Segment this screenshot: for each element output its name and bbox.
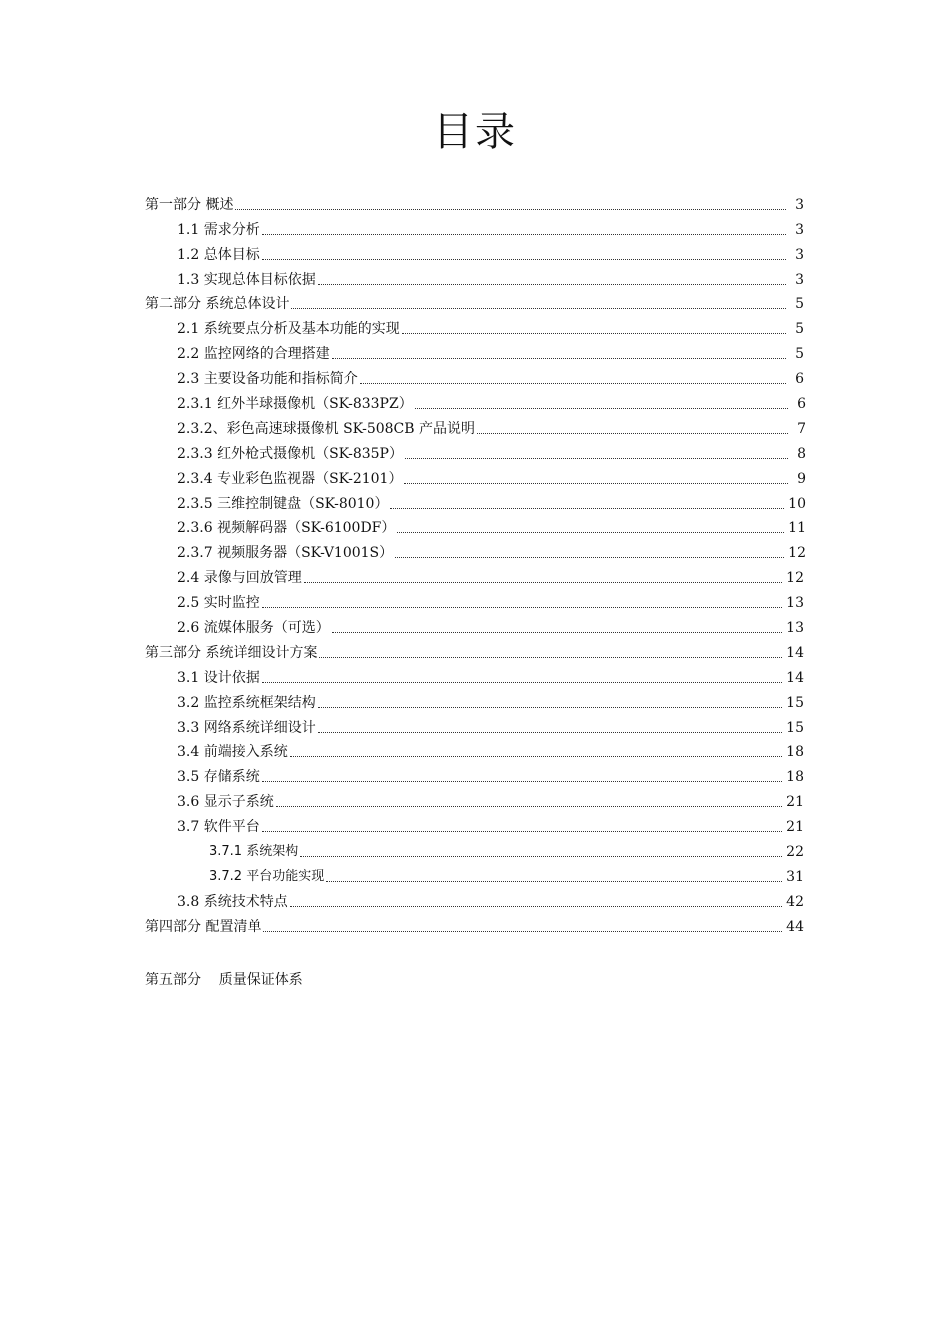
toc-entry-label: 1.3 实现总体目标依据 bbox=[177, 271, 316, 288]
dot-leader bbox=[360, 383, 786, 384]
dot-leader bbox=[332, 358, 786, 359]
toc-entry[interactable] bbox=[145, 563, 810, 588]
toc-entry-page: 15 bbox=[786, 694, 804, 711]
toc-entry-page: 18 bbox=[786, 744, 804, 761]
toc-entry-page: 13 bbox=[786, 595, 804, 612]
toc-entry[interactable] bbox=[145, 265, 810, 290]
toc-entry-label: 3.7.1 系统架构 bbox=[209, 844, 299, 860]
toc-entry[interactable] bbox=[145, 762, 810, 787]
toc-entry-label: 2.3.2、彩色高速球摄像机 SK-508CB 产品说明 bbox=[177, 420, 476, 437]
dot-leader bbox=[291, 308, 786, 309]
toc-entry-label: 1.2 总体目标 bbox=[177, 246, 260, 263]
toc-entry[interactable] bbox=[145, 812, 810, 837]
toc-entry-label: 2.4 录像与回放管理 bbox=[177, 570, 302, 587]
toc-entry-page: 11 bbox=[788, 520, 806, 537]
toc-entry[interactable] bbox=[145, 663, 810, 688]
toc-entry-label: 2.3 主要设备功能和指标简介 bbox=[177, 371, 358, 388]
toc-entry[interactable] bbox=[145, 364, 810, 389]
toc-entry-page: 14 bbox=[786, 644, 804, 661]
dot-leader bbox=[326, 881, 782, 882]
dot-leader bbox=[332, 632, 782, 633]
toc-entry[interactable] bbox=[145, 862, 810, 887]
toc-entry-page: 7 bbox=[797, 420, 806, 437]
toc-entry[interactable] bbox=[145, 613, 810, 638]
toc-entry-page: 15 bbox=[786, 719, 804, 736]
toc-entry[interactable] bbox=[145, 439, 810, 464]
toc-entry-label: 3.8 系统技术特点 bbox=[177, 893, 288, 910]
dot-leader bbox=[263, 931, 782, 932]
dot-leader bbox=[262, 607, 782, 608]
toc-entry-label: 3.4 前端接入系统 bbox=[177, 744, 288, 761]
toc-entry-page: 12 bbox=[788, 545, 806, 562]
dot-leader bbox=[415, 408, 788, 409]
dot-leader bbox=[235, 209, 786, 210]
dot-leader bbox=[318, 284, 786, 285]
toc-entry-label: 2.3.5 三维控制键盘（SK-8010） bbox=[177, 495, 389, 512]
toc-entry[interactable] bbox=[145, 738, 810, 763]
toc-entry-label: 3.6 显示子系统 bbox=[177, 794, 274, 811]
toc-entry[interactable] bbox=[145, 339, 810, 364]
dot-leader bbox=[397, 532, 784, 533]
toc-entry-label: 2.5 实时监控 bbox=[177, 595, 260, 612]
toc-entry[interactable] bbox=[145, 389, 810, 414]
dot-leader bbox=[262, 234, 786, 235]
toc-entry-label: 3.2 监控系统框架结构 bbox=[177, 694, 316, 711]
dot-leader bbox=[262, 781, 782, 782]
toc-entry-page: 5 bbox=[795, 321, 804, 338]
toc-entry[interactable] bbox=[145, 314, 810, 339]
toc-entry[interactable] bbox=[145, 538, 810, 563]
toc-entry[interactable] bbox=[145, 912, 810, 937]
dot-leader bbox=[402, 333, 786, 334]
toc-entry[interactable] bbox=[145, 464, 810, 489]
dot-leader bbox=[319, 657, 782, 658]
dot-leader bbox=[300, 856, 782, 857]
toc-entry-page: 21 bbox=[786, 819, 804, 836]
toc-entry-label: 2.3.7 视频服务器（SK-V1001S） bbox=[177, 545, 394, 562]
toc-entry-page: 21 bbox=[786, 794, 804, 811]
dot-leader bbox=[477, 433, 788, 434]
dot-leader bbox=[318, 707, 782, 708]
dot-leader bbox=[262, 831, 782, 832]
toc-entry[interactable] bbox=[145, 787, 810, 812]
toc-entry-label: 3.5 存储系统 bbox=[177, 769, 260, 786]
toc-entry-page: 3 bbox=[795, 196, 804, 213]
toc-entry-page: 3 bbox=[795, 246, 804, 263]
toc-entry[interactable] bbox=[145, 638, 810, 663]
toc-entry[interactable] bbox=[145, 887, 810, 912]
toc-entry-page: 10 bbox=[788, 495, 806, 512]
toc-entry-page: 14 bbox=[786, 669, 804, 686]
toc-entry-label: 第二部分 系统总体设计 bbox=[145, 296, 290, 313]
dot-leader bbox=[262, 259, 786, 260]
toc-entry-page: 6 bbox=[797, 396, 806, 413]
toc-entry-page: 3 bbox=[795, 271, 804, 288]
toc-entry[interactable] bbox=[145, 240, 810, 265]
toc-entry-label: 3.3 网络系统详细设计 bbox=[177, 719, 316, 736]
toc-entry-page: 6 bbox=[795, 371, 804, 388]
toc-entry[interactable] bbox=[145, 414, 810, 439]
toc-entry-label: 第四部分 配置清单 bbox=[145, 918, 262, 935]
toc-entry-label: 2.3.6 视频解码器（SK-6100DF） bbox=[177, 520, 396, 537]
dot-leader bbox=[290, 756, 782, 757]
toc-entry-page: 8 bbox=[797, 445, 806, 462]
dot-leader bbox=[276, 806, 782, 807]
dot-leader bbox=[395, 557, 784, 558]
dot-leader bbox=[290, 906, 782, 907]
toc-entry-label: 3.7.2 平台功能实现 bbox=[209, 868, 325, 884]
toc-entry-page: 31 bbox=[786, 868, 804, 885]
toc-entry-page: 3 bbox=[795, 221, 804, 238]
toc-entry-label: 第三部分 系统详细设计方案 bbox=[145, 644, 318, 661]
toc-entry[interactable] bbox=[145, 837, 810, 862]
toc-entry-page: 12 bbox=[786, 570, 804, 587]
toc-entry-page: 18 bbox=[786, 769, 804, 786]
toc-entry-page: 13 bbox=[786, 620, 804, 637]
toc-entry-page: 5 bbox=[795, 346, 804, 363]
toc-entry-page: 5 bbox=[795, 296, 804, 313]
toc-entry-label: 2.1 系统要点分析及基本功能的实现 bbox=[177, 321, 400, 338]
dot-leader bbox=[262, 682, 782, 683]
table-of-contents bbox=[145, 190, 810, 937]
toc-entry-page: 42 bbox=[786, 893, 804, 910]
toc-entry-label: 2.6 流媒体服务（可选） bbox=[177, 620, 330, 637]
toc-entry[interactable] bbox=[145, 290, 810, 315]
toc-entry-label: 3.1 设计依据 bbox=[177, 669, 260, 686]
section-heading-part-five: 第五部分 质量保证体系 bbox=[145, 972, 303, 988]
dot-leader bbox=[304, 582, 782, 583]
toc-entry[interactable] bbox=[145, 588, 810, 613]
toc-entry-page: 22 bbox=[786, 844, 804, 861]
toc-entry-label: 2.3.1 红外半球摄像机（SK-833PZ） bbox=[177, 396, 413, 413]
page-title: 目录 bbox=[433, 109, 517, 155]
toc-entry-page: 44 bbox=[786, 918, 804, 935]
toc-entry-label: 2.3.3 红外枪式摄像机（SK-835P） bbox=[177, 445, 403, 462]
dot-leader bbox=[390, 508, 784, 509]
toc-entry-label: 2.2 监控网络的合理搭建 bbox=[177, 346, 330, 363]
toc-entry-label: 第一部分 概述 bbox=[145, 196, 234, 213]
dot-leader bbox=[318, 732, 782, 733]
toc-entry[interactable] bbox=[145, 190, 810, 215]
toc-entry-page: 9 bbox=[797, 470, 806, 487]
toc-entry[interactable] bbox=[145, 489, 810, 514]
toc-entry-label: 2.3.4 专业彩色监视器（SK-2101） bbox=[177, 470, 403, 487]
toc-entry[interactable] bbox=[145, 713, 810, 738]
dot-leader bbox=[404, 483, 788, 484]
toc-entry[interactable] bbox=[145, 514, 810, 539]
dot-leader bbox=[405, 458, 788, 459]
toc-entry-label: 3.7 软件平台 bbox=[177, 819, 260, 836]
toc-entry-label: 1.1 需求分析 bbox=[177, 221, 260, 238]
toc-entry[interactable] bbox=[145, 215, 810, 240]
toc-entry[interactable] bbox=[145, 688, 810, 713]
